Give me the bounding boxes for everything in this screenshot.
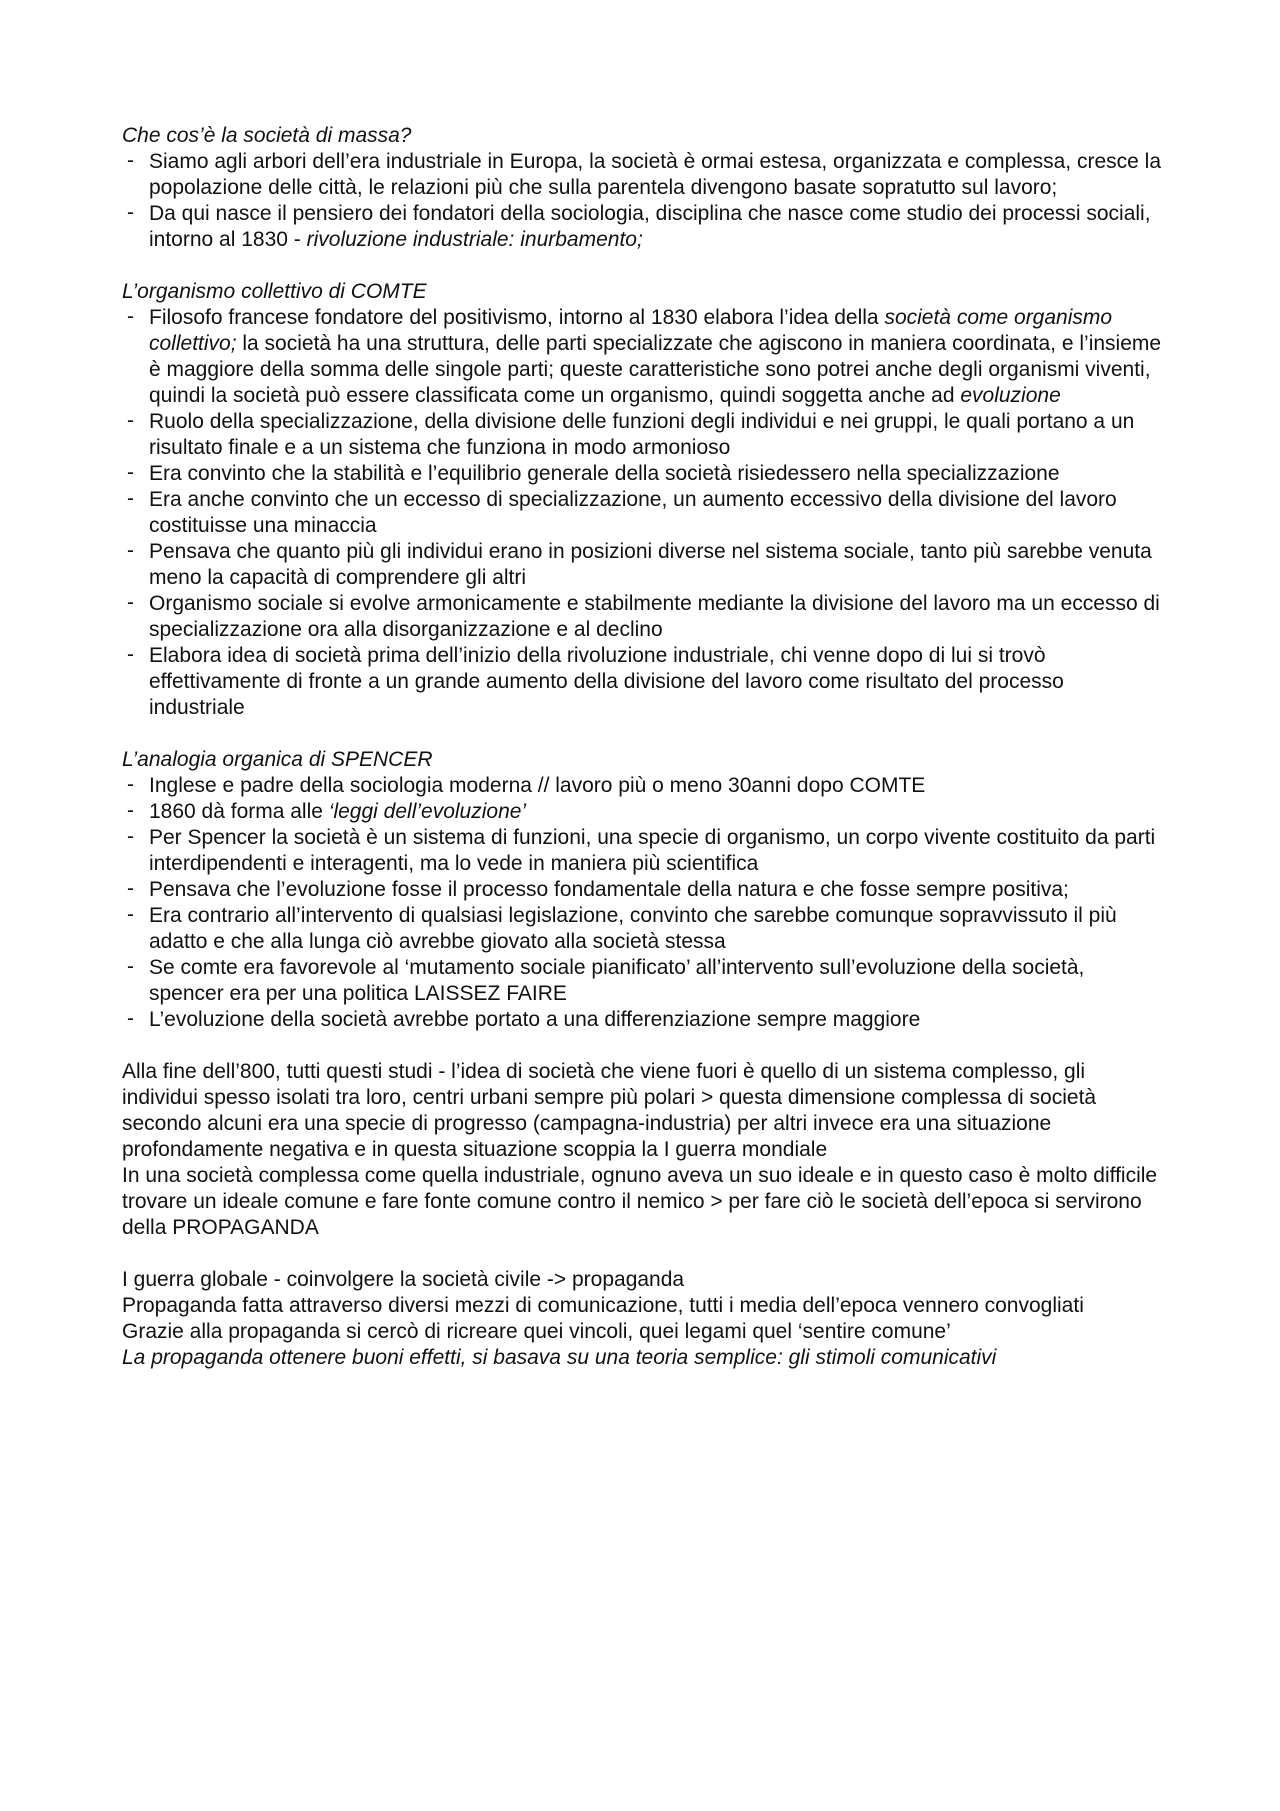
bullet-list-spencer: [122, 773, 1162, 1033]
list-item: - Elabora idea di società prima dell’inizio della rivoluzione industriale, chi venne dopo di lui si trovò effettivamente di fronte a un grande aumento della divisione del lavoro come risultato del processo industriale: [122, 643, 1162, 721]
list-item-italic-text: evoluzione: [960, 384, 1061, 407]
list-item: - Pensava che l’evoluzione fosse il processo fondamentale della natura e che fosse sempre positiva;: [122, 877, 1162, 903]
italic-text: La propaganda ottenere buoni effetti, si basava su una teoria semplice: gli stimoli comunicativi: [122, 1346, 997, 1369]
section-heading-mass-society: Che cos’è la società di massa?: [122, 124, 412, 147]
list-item-text: la società ha una struttura, delle parti specializzate che agiscono in maniera coordinata, e l’insieme è maggiore della somma delle singole parti; queste caratteristiche sono potrei anche degli organismi viventi, quindi la società può essere classificata come un organismo, quindi soggetta anche ad: [149, 332, 1162, 407]
section-heading-comte: L’organismo collettivo di COMTE: [122, 280, 427, 303]
section-heading-spencer: L’analogia organica di SPENCER: [122, 748, 433, 771]
list-item: - Se comte era favorevole al ‘mutamento sociale pianificato’ all’intervento sull’evoluzione della società, spencer era per una politica LAISSEZ FAIRE: [122, 955, 1162, 1007]
spacer: [122, 1033, 1162, 1059]
list-item: - Era anche convinto che un eccesso di specializzazione, un aumento eccessivo della divisione del lavoro costituisse una minaccia: [122, 487, 1162, 539]
paragraph-propaganda-theory: [122, 1345, 1162, 1371]
paragraph-propaganda-media: Propaganda fatta attraverso diversi mezzi di comunicazione, tutti i media dell’epoca vennero convogliati: [122, 1294, 1084, 1317]
spacer: [122, 1241, 1162, 1267]
list-item-italic-text: rivoluzione industriale: inurbamento;: [306, 228, 643, 251]
list-item: - Siamo agli arbori dell’era industriale in Europa, la società è ormai estesa, organizzata e complessa, cresce la popolazione delle città, le relazioni più che sulla parentela divengono basate sopratutto sul lavoro;: [122, 149, 1162, 201]
list-item: - Era contrario all’intervento di qualsiasi legislazione, convinto che sarebbe comunque sopravvissuto il più adatto e che alla lunga ciò avrebbe giovato alla società stessa: [122, 903, 1162, 955]
list-item: - Era convinto che la stabilità e l’equilibrio generale della società risiedessero nella specializzazione: [122, 461, 1162, 487]
list-item: [122, 799, 1162, 825]
list-item: - Organismo sociale si evolve armonicamente e stabilmente mediante la divisione del lavoro ma un eccesso di specializzazione ora alla disorganizzazione e al declino: [122, 591, 1162, 643]
list-item: - Per Spencer la società è un sistema di funzioni, una specie di organismo, un corpo vivente costituito da parti interdipendenti e interagenti, ma lo vede in maniera più scientifica: [122, 825, 1162, 877]
list-item-italic-text: società come organismo collettivo;: [149, 306, 1113, 355]
bullet-list-comte: [122, 305, 1162, 721]
paragraph-propaganda-bonds: Grazie alla propaganda si cercò di ricreare quei vincoli, quei legami quel ‘sentire comune’: [122, 1320, 951, 1343]
list-item-italic-text: ‘leggi dell’evoluzione’: [328, 800, 527, 823]
list-item: [122, 305, 1162, 409]
list-item-text: 1860 dà forma alle: [149, 800, 329, 823]
list-item: [122, 201, 1162, 253]
paragraph-late-1800s: Alla fine dell’800, tutti questi studi - l’idea di società che viene fuori è quello di un sistema complesso, gli individui spesso isolati tra loro, centri urbani sempre più polari > questa dimensione complessa di società secondo alcuni era una specie di progresso (campagna-industria) per altri invece era una situazione profondamente negativa e in questa situazione scoppia la I guerra mondiale: [122, 1060, 1097, 1161]
list-item: - Inglese e padre della sociologia moderna // lavoro più o meno 30anni dopo COMTE: [122, 773, 1162, 799]
list-item: - L’evoluzione della società avrebbe portato a una differenziazione sempre maggiore: [122, 1007, 1162, 1033]
spacer: [122, 721, 1162, 747]
paragraph-complex-society: In una società complessa come quella industriale, ognuno aveva un suo ideale e in questo caso è molto difficile trovare un ideale comune e fare fonte comune contro il nemico > per fare ciò le società dell’epoca si servirono della PROPAGANDA: [122, 1164, 1158, 1239]
document-body: [122, 123, 1162, 1371]
list-item-text: Filosofo francese fondatore del positivismo, intorno al 1830 elabora l’idea della: [149, 306, 885, 329]
list-item-text: Da qui nasce il pensiero dei fondatori della sociologia, disciplina che nasce come studio dei processi sociali, intorno al 1830 -: [149, 202, 1151, 251]
list-item: - Pensava che quanto più gli individui erano in posizioni diverse nel sistema sociale, tanto più sarebbe venuta meno la capacità di comprendere gli altri: [122, 539, 1162, 591]
paragraph-global-war: I guerra globale - coinvolgere la società civile -> propaganda: [122, 1268, 685, 1291]
bullet-list-mass-society: [122, 149, 1162, 253]
spacer: [122, 253, 1162, 279]
list-item: - Ruolo della specializzazione, della divisione delle funzioni degli individui e nei gruppi, le quali portano a un risultato finale e a un sistema che funziona in modo armonioso: [122, 409, 1162, 461]
